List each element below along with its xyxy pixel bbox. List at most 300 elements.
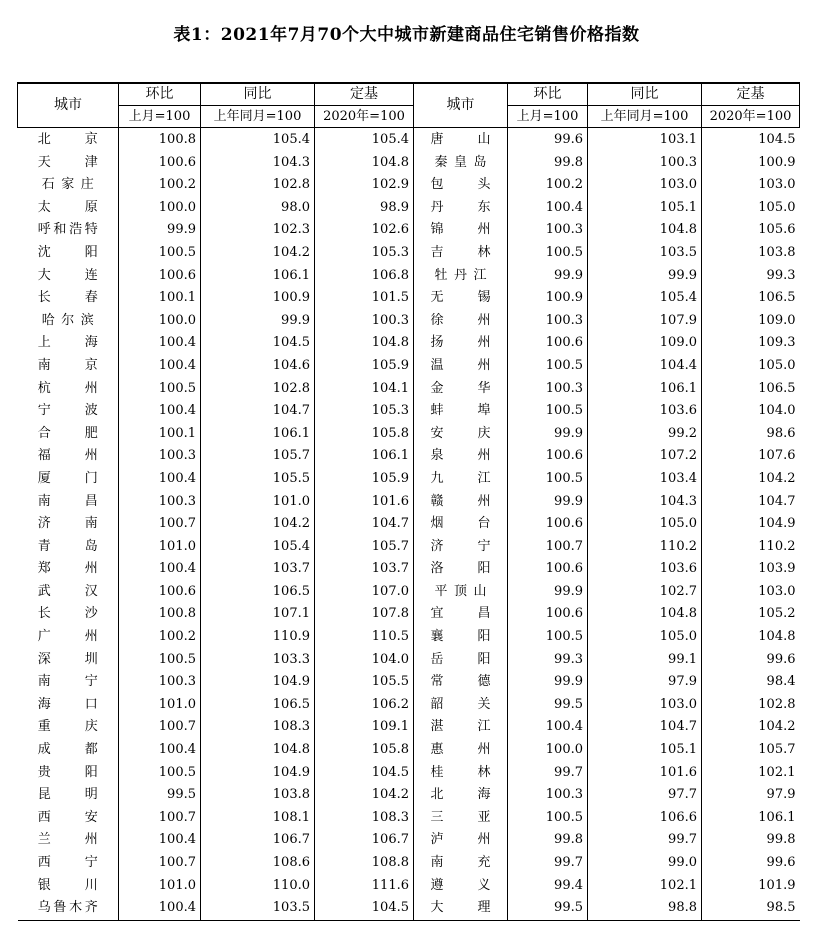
mom-value: 100.6 bbox=[508, 603, 588, 626]
mom-value: 100.2 bbox=[119, 626, 201, 649]
mom-value: 100.4 bbox=[119, 897, 201, 920]
mom-value: 100.5 bbox=[119, 378, 201, 401]
mom-value: 100.7 bbox=[119, 716, 201, 739]
city-name: 北 京 bbox=[37, 132, 98, 147]
table-row bbox=[18, 445, 800, 468]
city-name: 唐 山 bbox=[430, 132, 491, 147]
yoy-value: 99.2 bbox=[588, 423, 702, 446]
table-row bbox=[18, 378, 800, 401]
city-name-cell bbox=[18, 152, 119, 175]
mom-value: 99.4 bbox=[508, 875, 588, 898]
base-value: 98.5 bbox=[702, 897, 800, 920]
city-name-cell bbox=[18, 694, 119, 717]
city-name: 杭 州 bbox=[37, 380, 98, 396]
yoy-value: 102.3 bbox=[201, 219, 315, 242]
base-value: 105.4 bbox=[315, 128, 414, 152]
city-name: 合 肥 bbox=[37, 425, 98, 441]
city-name: 银 川 bbox=[37, 877, 98, 893]
city-name-cell bbox=[414, 671, 508, 694]
mom-value: 100.8 bbox=[119, 128, 201, 152]
header-yoy-left: 同比 bbox=[201, 83, 315, 106]
mom-value: 100.0 bbox=[508, 739, 588, 762]
base-value: 97.9 bbox=[702, 784, 800, 807]
city-name-cell bbox=[414, 219, 508, 242]
table-row bbox=[18, 468, 800, 491]
city-name-cell bbox=[414, 423, 508, 446]
city-name-cell bbox=[414, 829, 508, 852]
city-name: 长 沙 bbox=[37, 606, 98, 622]
city-name: 包 头 bbox=[430, 177, 491, 193]
yoy-value: 106.1 bbox=[201, 423, 315, 446]
city-name: 三 亚 bbox=[430, 809, 491, 825]
yoy-value: 104.3 bbox=[201, 152, 315, 175]
mom-value: 100.5 bbox=[508, 626, 588, 649]
table-row bbox=[18, 671, 800, 694]
yoy-value: 107.1 bbox=[201, 603, 315, 626]
city-name: 扬 州 bbox=[430, 335, 491, 351]
mom-value: 100.6 bbox=[508, 445, 588, 468]
city-name-cell bbox=[18, 626, 119, 649]
yoy-value: 103.8 bbox=[201, 784, 315, 807]
city-name-cell bbox=[18, 536, 119, 559]
mom-value: 99.5 bbox=[508, 694, 588, 717]
base-value: 104.2 bbox=[315, 784, 414, 807]
base-value: 103.0 bbox=[702, 581, 800, 604]
yoy-value: 103.0 bbox=[588, 694, 702, 717]
city-name: 大 连 bbox=[37, 267, 98, 283]
table-row bbox=[18, 128, 800, 152]
city-name-cell bbox=[18, 716, 119, 739]
base-value: 105.3 bbox=[315, 400, 414, 423]
base-value: 104.7 bbox=[702, 491, 800, 514]
base-value: 106.5 bbox=[702, 378, 800, 401]
yoy-value: 103.5 bbox=[201, 897, 315, 920]
base-value: 105.8 bbox=[315, 739, 414, 762]
city-name-cell bbox=[18, 671, 119, 694]
base-value: 105.7 bbox=[702, 739, 800, 762]
subheader-mom-left: 上月=100 bbox=[119, 106, 201, 128]
base-value: 107.6 bbox=[702, 445, 800, 468]
mom-value: 99.7 bbox=[508, 852, 588, 875]
table-row bbox=[18, 897, 800, 920]
table-row bbox=[18, 762, 800, 785]
base-value: 102.9 bbox=[315, 174, 414, 197]
city-name: 秦皇岛 bbox=[434, 154, 487, 170]
city-name-cell bbox=[18, 355, 119, 378]
yoy-value: 99.7 bbox=[588, 829, 702, 852]
base-value: 106.8 bbox=[315, 265, 414, 288]
yoy-value: 105.7 bbox=[201, 445, 315, 468]
base-value: 99.6 bbox=[702, 852, 800, 875]
city-name-cell bbox=[18, 265, 119, 288]
base-value: 105.9 bbox=[315, 355, 414, 378]
city-name-cell bbox=[414, 739, 508, 762]
mom-value: 100.3 bbox=[508, 378, 588, 401]
base-value: 100.9 bbox=[702, 152, 800, 175]
base-value: 104.5 bbox=[315, 762, 414, 785]
city-name-cell bbox=[18, 491, 119, 514]
base-value: 106.1 bbox=[702, 807, 800, 830]
base-value: 99.8 bbox=[702, 829, 800, 852]
city-name-cell bbox=[414, 784, 508, 807]
yoy-value: 104.7 bbox=[201, 400, 315, 423]
mom-value: 100.5 bbox=[508, 355, 588, 378]
yoy-value: 103.5 bbox=[588, 242, 702, 265]
yoy-value: 106.7 bbox=[201, 829, 315, 852]
yoy-value: 99.9 bbox=[588, 265, 702, 288]
city-name: 烟 台 bbox=[430, 516, 491, 532]
header-city-right: 城市 bbox=[414, 83, 508, 128]
city-name-cell bbox=[414, 491, 508, 514]
yoy-value: 102.8 bbox=[201, 174, 315, 197]
city-name-cell bbox=[18, 378, 119, 401]
base-value: 104.8 bbox=[315, 152, 414, 175]
city-name: 济 南 bbox=[37, 516, 98, 532]
yoy-value: 106.6 bbox=[588, 807, 702, 830]
yoy-value: 107.2 bbox=[588, 445, 702, 468]
city-name: 乌鲁木齐 bbox=[37, 900, 98, 916]
base-value: 105.6 bbox=[702, 219, 800, 242]
yoy-value: 100.3 bbox=[588, 152, 702, 175]
mom-value: 99.9 bbox=[508, 671, 588, 694]
city-name-cell bbox=[18, 128, 119, 152]
base-value: 111.6 bbox=[315, 875, 414, 898]
table-row bbox=[18, 739, 800, 762]
city-name: 沈 阳 bbox=[37, 244, 98, 260]
city-name-cell bbox=[414, 445, 508, 468]
mom-value: 100.5 bbox=[119, 762, 201, 785]
city-name: 南 京 bbox=[37, 357, 98, 373]
mom-value: 100.3 bbox=[508, 784, 588, 807]
yoy-value: 102.8 bbox=[201, 378, 315, 401]
header-city-left: 城市 bbox=[18, 83, 119, 128]
mom-value: 100.4 bbox=[119, 739, 201, 762]
mom-value: 100.5 bbox=[119, 242, 201, 265]
mom-value: 100.5 bbox=[508, 400, 588, 423]
yoy-value: 103.4 bbox=[588, 468, 702, 491]
city-name-cell bbox=[18, 649, 119, 672]
city-name: 南 充 bbox=[430, 855, 491, 870]
base-value: 101.5 bbox=[315, 287, 414, 310]
base-value: 103.7 bbox=[315, 558, 414, 581]
yoy-value: 104.3 bbox=[588, 491, 702, 514]
city-name-cell bbox=[414, 536, 508, 559]
yoy-value: 106.5 bbox=[201, 694, 315, 717]
table-row bbox=[18, 242, 800, 265]
base-value: 109.0 bbox=[702, 310, 800, 333]
yoy-value: 101.0 bbox=[201, 491, 315, 514]
city-name-cell bbox=[18, 400, 119, 423]
table-row bbox=[18, 807, 800, 830]
base-value: 99.3 bbox=[702, 265, 800, 288]
city-name-cell bbox=[18, 784, 119, 807]
yoy-value: 110.2 bbox=[588, 536, 702, 559]
base-value: 104.8 bbox=[315, 332, 414, 355]
city-name-cell bbox=[414, 558, 508, 581]
base-value: 104.5 bbox=[315, 897, 414, 920]
yoy-value: 104.7 bbox=[588, 716, 702, 739]
yoy-value: 101.6 bbox=[588, 762, 702, 785]
mom-value: 100.6 bbox=[508, 332, 588, 355]
base-value: 103.8 bbox=[702, 242, 800, 265]
city-name: 北 海 bbox=[430, 787, 491, 803]
base-value: 98.6 bbox=[702, 423, 800, 446]
city-name-cell bbox=[414, 513, 508, 536]
subheader-mom-right: 上月=100 bbox=[508, 106, 588, 128]
yoy-value: 104.2 bbox=[201, 242, 315, 265]
city-name-cell bbox=[18, 581, 119, 604]
mom-value: 99.5 bbox=[508, 897, 588, 920]
mom-value: 100.4 bbox=[508, 197, 588, 220]
mom-value: 99.5 bbox=[119, 784, 201, 807]
mom-value: 99.9 bbox=[508, 491, 588, 514]
mom-value: 100.4 bbox=[119, 400, 201, 423]
yoy-value: 106.1 bbox=[201, 265, 315, 288]
city-name: 大 理 bbox=[430, 900, 491, 916]
table-row bbox=[18, 491, 800, 514]
yoy-value: 103.3 bbox=[201, 649, 315, 672]
city-name-cell bbox=[414, 626, 508, 649]
table-row bbox=[18, 694, 800, 717]
city-name-cell bbox=[414, 716, 508, 739]
city-name: 长 春 bbox=[37, 290, 98, 306]
base-value: 100.3 bbox=[315, 310, 414, 333]
mom-value: 99.3 bbox=[508, 649, 588, 672]
subheader-yoy-right: 上年同月=100 bbox=[588, 106, 702, 128]
base-value: 102.1 bbox=[702, 762, 800, 785]
table-row bbox=[18, 355, 800, 378]
table-title: 表1：2021年7月70个大中城市新建商品住宅销售价格指数 bbox=[173, 25, 640, 45]
city-name: 石家庄 bbox=[41, 177, 94, 193]
city-name: 成 都 bbox=[37, 742, 98, 758]
mom-value: 100.6 bbox=[119, 581, 201, 604]
city-name: 西 安 bbox=[37, 809, 98, 825]
table-row bbox=[18, 332, 800, 355]
yoy-value: 107.9 bbox=[588, 310, 702, 333]
yoy-value: 104.4 bbox=[588, 355, 702, 378]
mom-value: 100.3 bbox=[119, 491, 201, 514]
city-name: 惠 州 bbox=[430, 742, 491, 758]
mom-value: 100.1 bbox=[119, 423, 201, 446]
table-row bbox=[18, 603, 800, 626]
city-name: 常 德 bbox=[430, 674, 491, 690]
city-name-cell bbox=[414, 897, 508, 920]
mom-value: 100.0 bbox=[119, 197, 201, 220]
base-value: 104.0 bbox=[702, 400, 800, 423]
header-base-left: 定基 bbox=[315, 83, 414, 106]
city-name-cell bbox=[414, 762, 508, 785]
table-row bbox=[18, 197, 800, 220]
mom-value: 100.7 bbox=[119, 852, 201, 875]
city-name-cell bbox=[18, 603, 119, 626]
city-name: 哈尔滨 bbox=[41, 312, 94, 328]
base-value: 106.7 bbox=[315, 829, 414, 852]
city-name-cell bbox=[18, 468, 119, 491]
city-name-cell bbox=[18, 897, 119, 920]
mom-value: 99.9 bbox=[508, 265, 588, 288]
city-name-cell bbox=[18, 875, 119, 898]
city-name: 泉 州 bbox=[430, 448, 491, 464]
table-row bbox=[18, 423, 800, 446]
base-value: 98.4 bbox=[702, 671, 800, 694]
table-row bbox=[18, 649, 800, 672]
city-name: 锦 州 bbox=[430, 222, 491, 238]
city-name-cell bbox=[18, 242, 119, 265]
city-name: 九 江 bbox=[430, 470, 491, 486]
mom-value: 100.2 bbox=[508, 174, 588, 197]
mom-value: 100.7 bbox=[119, 807, 201, 830]
yoy-value: 103.0 bbox=[588, 174, 702, 197]
subheader-base-right: 2020年=100 bbox=[702, 106, 800, 128]
mom-value: 99.9 bbox=[508, 423, 588, 446]
mom-value: 100.5 bbox=[508, 807, 588, 830]
base-value: 109.3 bbox=[702, 332, 800, 355]
base-value: 99.6 bbox=[702, 649, 800, 672]
city-name-cell bbox=[414, 649, 508, 672]
mom-value: 100.4 bbox=[119, 332, 201, 355]
yoy-value: 102.7 bbox=[588, 581, 702, 604]
yoy-value: 110.9 bbox=[201, 626, 315, 649]
yoy-value: 104.6 bbox=[201, 355, 315, 378]
yoy-value: 105.5 bbox=[201, 468, 315, 491]
yoy-value: 104.2 bbox=[201, 513, 315, 536]
table-row bbox=[18, 265, 800, 288]
city-name-cell bbox=[18, 558, 119, 581]
city-name: 重 庆 bbox=[37, 719, 98, 735]
mom-value: 100.6 bbox=[119, 152, 201, 175]
table-row bbox=[18, 536, 800, 559]
city-name: 泸 州 bbox=[430, 832, 491, 848]
yoy-value: 105.0 bbox=[588, 513, 702, 536]
yoy-value: 104.5 bbox=[201, 332, 315, 355]
city-name-cell bbox=[414, 807, 508, 830]
mom-value: 100.4 bbox=[119, 355, 201, 378]
mom-value: 100.1 bbox=[119, 287, 201, 310]
header-yoy-right: 同比 bbox=[588, 83, 702, 106]
yoy-value: 105.1 bbox=[588, 197, 702, 220]
city-name-cell bbox=[414, 310, 508, 333]
yoy-value: 108.3 bbox=[201, 716, 315, 739]
header-base-right: 定基 bbox=[702, 83, 800, 106]
city-name: 平顶山 bbox=[434, 583, 487, 599]
city-name-cell bbox=[414, 355, 508, 378]
city-name-cell bbox=[414, 694, 508, 717]
base-value: 105.2 bbox=[702, 603, 800, 626]
city-name-cell bbox=[18, 197, 119, 220]
mom-value: 100.3 bbox=[119, 445, 201, 468]
mom-value: 100.6 bbox=[508, 513, 588, 536]
yoy-value: 106.5 bbox=[201, 581, 315, 604]
yoy-value: 103.6 bbox=[588, 558, 702, 581]
city-name: 牡丹江 bbox=[434, 267, 487, 283]
yoy-value: 99.0 bbox=[588, 852, 702, 875]
mom-value: 99.8 bbox=[508, 829, 588, 852]
mom-value: 101.0 bbox=[119, 536, 201, 559]
city-name-cell bbox=[18, 174, 119, 197]
base-value: 104.5 bbox=[702, 128, 800, 152]
header-mom-right: 环比 bbox=[508, 83, 588, 106]
city-name: 南 昌 bbox=[37, 493, 98, 509]
base-value: 104.0 bbox=[315, 649, 414, 672]
mom-value: 99.7 bbox=[508, 762, 588, 785]
city-name-cell bbox=[414, 265, 508, 288]
city-name-cell bbox=[18, 852, 119, 875]
city-name-cell bbox=[18, 310, 119, 333]
city-name: 福 州 bbox=[37, 448, 98, 464]
city-name-cell bbox=[414, 603, 508, 626]
mom-value: 99.8 bbox=[508, 152, 588, 175]
base-value: 98.9 bbox=[315, 197, 414, 220]
base-value: 104.7 bbox=[315, 513, 414, 536]
city-name-cell bbox=[18, 287, 119, 310]
base-value: 110.5 bbox=[315, 626, 414, 649]
city-name: 深 圳 bbox=[37, 651, 98, 667]
header-mom-left: 环比 bbox=[119, 83, 201, 106]
yoy-value: 98.8 bbox=[588, 897, 702, 920]
table-row bbox=[18, 558, 800, 581]
mom-value: 100.4 bbox=[508, 716, 588, 739]
city-name: 金 华 bbox=[430, 380, 491, 396]
base-value: 101.6 bbox=[315, 491, 414, 514]
mom-value: 99.6 bbox=[508, 128, 588, 152]
city-name: 西 宁 bbox=[37, 855, 98, 870]
base-value: 107.0 bbox=[315, 581, 414, 604]
base-value: 105.8 bbox=[315, 423, 414, 446]
city-name-cell bbox=[18, 219, 119, 242]
city-name: 遵 义 bbox=[430, 877, 491, 893]
city-name: 南 宁 bbox=[37, 674, 98, 690]
mom-value: 100.0 bbox=[119, 310, 201, 333]
city-name-cell bbox=[414, 128, 508, 152]
mom-value: 100.5 bbox=[508, 468, 588, 491]
city-name: 贵 阳 bbox=[37, 764, 98, 780]
city-name-cell bbox=[18, 739, 119, 762]
yoy-value: 102.1 bbox=[588, 875, 702, 898]
yoy-value: 108.6 bbox=[201, 852, 315, 875]
base-value: 106.2 bbox=[315, 694, 414, 717]
base-value: 102.6 bbox=[315, 219, 414, 242]
city-name-cell bbox=[414, 378, 508, 401]
table-row bbox=[18, 581, 800, 604]
city-name: 无 锡 bbox=[430, 290, 491, 306]
base-value: 104.2 bbox=[702, 468, 800, 491]
base-value: 106.1 bbox=[315, 445, 414, 468]
yoy-value: 108.1 bbox=[201, 807, 315, 830]
base-value: 102.8 bbox=[702, 694, 800, 717]
city-name: 桂 林 bbox=[430, 764, 491, 780]
mom-value: 101.0 bbox=[119, 875, 201, 898]
city-name: 蚌 埠 bbox=[430, 403, 491, 419]
base-value: 108.8 bbox=[315, 852, 414, 875]
mom-value: 100.4 bbox=[119, 558, 201, 581]
city-name: 赣 州 bbox=[430, 493, 491, 509]
table-body bbox=[18, 128, 800, 921]
city-name: 青 岛 bbox=[37, 538, 98, 554]
yoy-value: 109.0 bbox=[588, 332, 702, 355]
mom-value: 100.2 bbox=[119, 174, 201, 197]
city-name-cell bbox=[414, 197, 508, 220]
city-name: 吉 林 bbox=[430, 244, 491, 260]
mom-value: 99.9 bbox=[508, 581, 588, 604]
base-value: 104.8 bbox=[702, 626, 800, 649]
yoy-value: 103.7 bbox=[201, 558, 315, 581]
table-row bbox=[18, 875, 800, 898]
city-name: 湛 江 bbox=[430, 719, 491, 735]
mom-value: 100.3 bbox=[119, 671, 201, 694]
city-name: 洛 阳 bbox=[430, 561, 491, 577]
city-name: 徐 州 bbox=[430, 312, 491, 328]
city-name-cell bbox=[414, 242, 508, 265]
